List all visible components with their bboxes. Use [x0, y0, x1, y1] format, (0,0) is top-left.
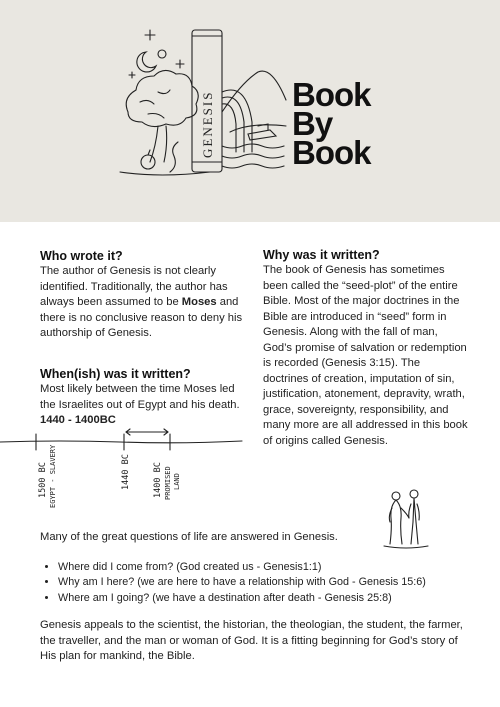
timeline-label-land: LAND: [173, 473, 181, 490]
when-written-text: Most likely between the time Moses led the Israelites out of Egypt and his death. 1440 - 1400BC: [40, 383, 240, 426]
date-range-bold: 1440 - 1400BC: [40, 414, 116, 426]
question-item-purpose: • Why am I here? (we are here to have a relationship with God - Genesis 15:6): [58, 575, 468, 591]
questions-section: [40, 530, 468, 665]
question-item-origin: • Where did I come from? (God created us - Genesis1:1): [58, 560, 468, 576]
question-item-destination: • Where am I going? (we have a destination after death - Genesis 25:8): [58, 591, 468, 607]
timeline-label-1440: 1440 BC: [121, 454, 131, 490]
why-written-section: [263, 248, 468, 449]
when-written-heading: When(ish) was it written?: [40, 367, 191, 381]
book-by-book-title: [292, 76, 371, 171]
timeline-label-1500: 1500 BC: [38, 462, 48, 498]
who-wrote-section: [40, 249, 252, 342]
questions-closing: Genesis appeals to the scientist, the historian, the theologian, the student, the farmer, the traveller, and the man or woman of God. It is a fitting beginning for God’s story of His plan for mankind, the Bible.: [40, 619, 463, 662]
timeline-sketch: [0, 428, 250, 510]
questions-list: [40, 560, 468, 607]
timeline-label-1400: 1400 BC: [153, 462, 163, 498]
brand-line-2: By: [292, 105, 333, 142]
why-written-text: The book of Genesis has sometimes been called the “seed-plot” of the entire Bible. Most of the major doctrines in the Bible are introduced in “seed” form in Genesis. Along with the fall of man, God’s promise of salvation or redemption is recorded (Genesis 3:15). The doctrines of creation, imputation of sin, justification, atonement, depravity, wrath, grace, sovereignty, responsibility, and many more are all addressed in this book of origins called Genesis.: [263, 264, 468, 447]
brand-line-1: Book: [292, 76, 371, 113]
hero-banner: [0, 0, 500, 222]
questions-intro: Many of the great questions of life are answered in Genesis.: [40, 531, 338, 543]
who-wrote-heading: Who wrote it?: [40, 249, 123, 263]
who-wrote-text: The author of Genesis is not clearly identified. Traditionally, the author has always been assumed to be Moses and there is no conclusive reason to deny his authorship of Genesis.: [40, 265, 243, 339]
timeline-label-egypt: EGYPT - SLAVERY: [49, 444, 57, 508]
timeline-label-promised: PROMISED: [164, 466, 172, 500]
genesis-illustration: [118, 22, 288, 180]
range-arrow: [126, 429, 168, 435]
moses-bold: Moses: [181, 296, 217, 308]
why-written-heading: Why was it written?: [263, 248, 380, 262]
book-spine-label: GENESIS: [200, 90, 215, 158]
brand-line-3: Book: [292, 134, 371, 171]
when-written-section: [40, 367, 252, 429]
